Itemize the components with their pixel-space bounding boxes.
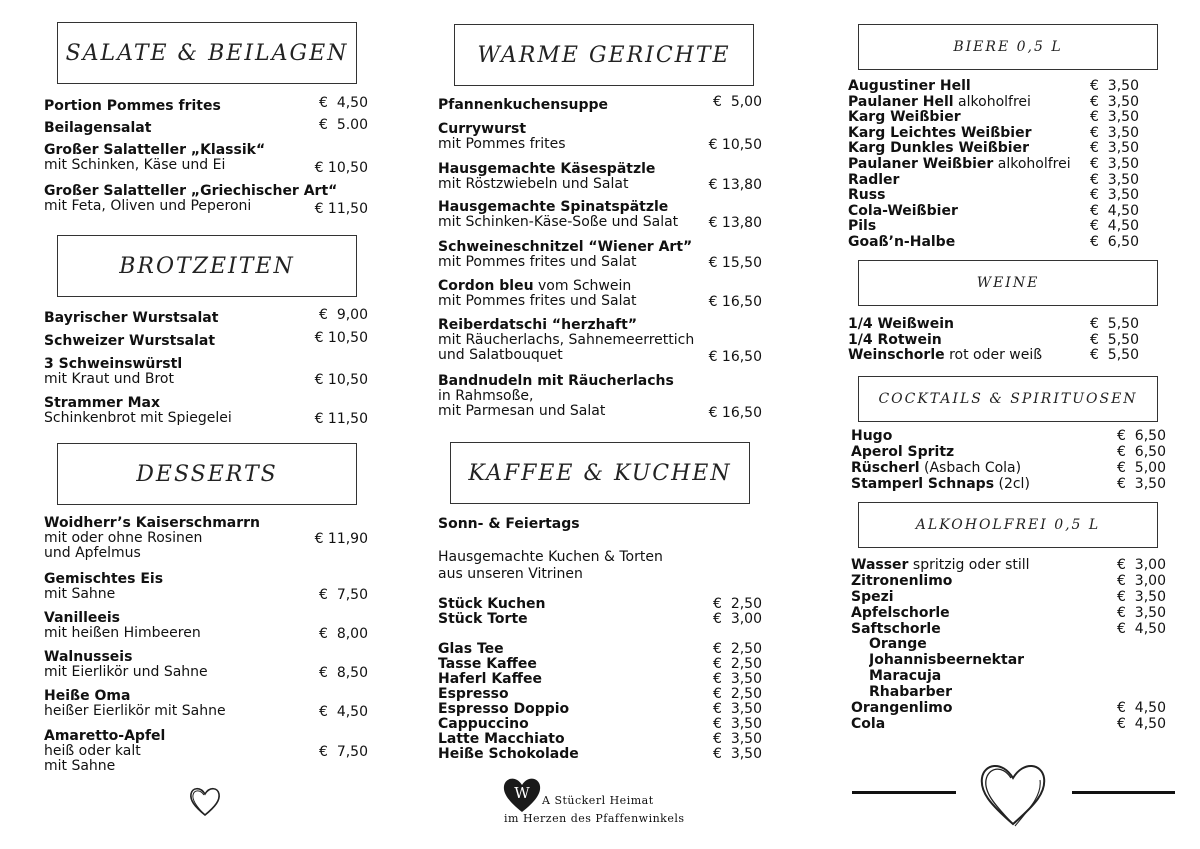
list-item	[848, 204, 1154, 220]
item-name: Johannisbeernektar	[869, 653, 1025, 669]
menu-item	[438, 200, 762, 230]
item-name: Pils	[848, 219, 877, 235]
item-description: heißer Eierlikör mit Sahne	[44, 703, 226, 719]
footer-logo	[502, 774, 542, 814]
section-header-warme	[454, 24, 754, 86]
item-label	[848, 95, 1090, 111]
item-price: € 3,50	[713, 671, 762, 687]
item-name: Strammer Max	[44, 395, 160, 411]
item-price: € 3,50	[1090, 140, 1139, 157]
item-price: € 4,50	[1090, 218, 1139, 235]
item-label	[869, 669, 1117, 685]
item-name: Cappuccino	[438, 717, 529, 732]
item-name: Wasser	[851, 558, 909, 573]
item-note: alkoholfrei	[953, 94, 1031, 110]
item-label	[851, 558, 1117, 574]
item-price: € 3,50	[713, 746, 762, 762]
item-price	[1117, 669, 1175, 685]
item-name: Spezi	[851, 589, 894, 605]
item-note: (Asbach Cola)	[919, 460, 1022, 476]
section-title: BIERE 0,5 L	[953, 39, 1063, 55]
list-item	[848, 141, 1154, 157]
item-price: € 4,50	[1090, 202, 1139, 219]
menu-item	[438, 318, 762, 363]
section-title: ALKOHOLFREI 0,5 L	[915, 517, 1101, 533]
item-label	[851, 429, 1117, 445]
item-name: Heiße Schokolade	[438, 747, 579, 762]
item-label	[848, 173, 1090, 189]
list-item	[438, 612, 762, 627]
item-price: € 11,50	[314, 411, 368, 427]
item-price: € 5,50	[1090, 331, 1139, 348]
item-name: Schweineschnitzel “Wiener Art”	[438, 239, 693, 255]
item-description: mit Sahne	[44, 586, 116, 602]
section-title: KAFFEE & KUCHEN	[468, 460, 732, 486]
item-name: Orangenlimo	[851, 701, 953, 717]
item-name: Stück Kuchen	[438, 597, 546, 612]
item-price: € 5.00	[319, 117, 368, 133]
item-name: Aperol Spritz	[851, 444, 955, 460]
weine-list	[848, 317, 1154, 364]
item-price: € 10,50	[314, 372, 368, 388]
item-label	[848, 141, 1090, 157]
list-item	[851, 590, 1175, 606]
item-name: Tasse Kaffee	[438, 657, 537, 672]
item-price: € 2,50	[713, 641, 762, 657]
menu-item	[44, 572, 368, 602]
item-price: € 8,50	[319, 665, 368, 681]
section-header-salate	[57, 22, 357, 84]
list-item	[848, 126, 1154, 142]
section-header-biere	[858, 24, 1158, 70]
menu-item	[438, 240, 762, 270]
item-label	[851, 701, 1117, 717]
item-price: € 16,50	[708, 405, 762, 421]
section-header-weine	[858, 260, 1158, 306]
item-price: € 3,50	[1090, 124, 1139, 141]
item-name-extra: vom Schwein	[533, 278, 632, 294]
item-price: € 5,50	[1090, 316, 1139, 332]
item-label	[848, 188, 1090, 204]
list-item	[851, 461, 1175, 477]
column-left	[44, 0, 368, 849]
list-item	[848, 95, 1154, 111]
item-label	[851, 606, 1117, 622]
item-label	[851, 717, 1117, 733]
item-description: Schinkenbrot mit Spiegelei	[44, 410, 232, 426]
section-header-kaffee	[450, 442, 750, 504]
item-name: Amaretto-Apfel	[44, 728, 166, 744]
item-price: € 6,50	[1117, 428, 1166, 444]
item-price: € 9,00	[319, 307, 368, 323]
item-note: alkoholfrei	[993, 156, 1071, 172]
item-price: € 3,50	[713, 716, 762, 732]
item-label	[851, 574, 1117, 590]
item-name: Heiße Oma	[44, 688, 131, 704]
list-item	[848, 173, 1154, 189]
item-name: Latte Macchiato	[438, 732, 565, 747]
item-name: Weinschorle	[848, 348, 945, 364]
list-item	[438, 747, 762, 762]
list-item	[848, 333, 1154, 349]
item-label	[848, 79, 1090, 95]
list-item	[848, 188, 1154, 204]
item-name: Schweizer Wurstsalat	[44, 333, 216, 349]
item-name: Hausgemachte Käsespätzle	[438, 161, 656, 177]
item-label	[438, 597, 704, 612]
list-item	[851, 429, 1175, 445]
item-name: Russ	[848, 188, 886, 204]
item-label	[848, 317, 1090, 333]
kuchen-list	[438, 597, 762, 627]
item-name: Currywurst	[438, 121, 527, 137]
list-item	[851, 717, 1175, 733]
item-price: € 3,50	[713, 701, 762, 717]
menu-item	[438, 279, 762, 309]
item-name: 1/4 Rotwein	[848, 332, 942, 348]
item-name: Orange	[869, 637, 927, 653]
item-name: Rüscherl	[851, 460, 920, 476]
item-description: mit Kraut und Brot	[44, 371, 174, 387]
menu-item	[44, 183, 368, 217]
item-name: Espresso	[438, 687, 509, 702]
item-label	[438, 657, 704, 672]
list-item	[851, 558, 1175, 574]
item-price: € 4,50	[319, 95, 368, 111]
item-label	[851, 622, 1117, 638]
item-label	[848, 235, 1090, 251]
item-label	[869, 685, 1117, 701]
item-description: mit Schinken, Käse und Ei	[44, 157, 226, 173]
item-label	[851, 590, 1117, 606]
item-description: mit Pommes frites und Salat	[438, 254, 637, 270]
menu-item	[44, 611, 368, 641]
item-name: Hugo	[851, 429, 893, 444]
item-price: € 5,00	[713, 94, 762, 110]
item-label	[848, 204, 1090, 220]
list-item	[848, 79, 1154, 95]
item-name: Rhabarber	[869, 685, 952, 701]
item-note: rot oder weiß	[944, 348, 1043, 364]
item-price: € 10,50	[708, 137, 762, 153]
item-name: Maracuja	[869, 669, 942, 685]
list-subitem	[851, 669, 1175, 685]
item-price: € 3,50	[1117, 475, 1166, 492]
menu-item	[44, 95, 368, 114]
item-name: Cola-Weißbier	[848, 203, 958, 219]
item-label	[869, 653, 1117, 669]
item-name: Zitronenlimo	[851, 573, 953, 589]
item-name: Bandnudeln mit Räucherlachs	[438, 373, 674, 389]
menu-item	[44, 689, 368, 719]
section-title: WEINE	[976, 275, 1040, 291]
list-item	[851, 606, 1175, 622]
item-label	[438, 747, 704, 762]
menu-item	[44, 729, 368, 774]
item-description: mit oder ohne Rosinen und Apfelmus	[44, 530, 203, 561]
item-price: € 5,00	[1117, 459, 1166, 476]
item-label	[851, 461, 1117, 477]
menu-item	[438, 122, 762, 152]
item-price	[1117, 653, 1175, 669]
menu-item	[438, 94, 762, 113]
item-name: Hausgemachte Spinatspätzle	[438, 199, 669, 215]
item-name: Walnusseis	[44, 649, 133, 665]
item-name: Portion Pommes frites	[44, 98, 221, 114]
heart-icon	[188, 784, 222, 818]
menu-item	[44, 650, 368, 680]
list-item	[438, 687, 762, 702]
section-title: BROTZEITEN	[119, 253, 295, 279]
list-item	[438, 717, 762, 732]
item-price: € 4,50	[1117, 700, 1166, 717]
item-price: € 2,50	[713, 656, 762, 672]
item-price	[1117, 637, 1175, 653]
item-description: mit Schinken-Käse-Soße und Salat	[438, 214, 679, 230]
item-description: in Rahmsoße, mit Parmesan und Salat	[438, 388, 606, 419]
item-name: Pfannenkuchensuppe	[438, 97, 609, 113]
item-label	[438, 732, 704, 747]
item-price: € 3,50	[1117, 588, 1166, 605]
item-price: € 7,50	[319, 587, 368, 603]
item-price: € 4,50	[1117, 620, 1166, 637]
list-item	[848, 317, 1154, 333]
list-item	[438, 642, 762, 657]
item-name: Reiberdatschi “herzhaft”	[438, 317, 638, 333]
item-name: Cola	[851, 716, 886, 732]
item-price: € 2,50	[713, 686, 762, 702]
list-subitem	[851, 685, 1175, 701]
list-item	[851, 574, 1175, 590]
list-item	[851, 477, 1175, 493]
item-price: € 3,50	[1090, 78, 1139, 94]
list-item	[438, 597, 762, 612]
divider-right	[1072, 791, 1175, 794]
column-right	[848, 0, 1175, 849]
item-price: € 10,50	[314, 160, 368, 176]
item-label	[848, 110, 1090, 126]
item-label	[869, 637, 1117, 653]
item-label	[848, 126, 1090, 142]
item-name: 1/4 Weißwein	[848, 317, 954, 332]
item-description: mit Pommes frites	[438, 136, 566, 152]
item-price: € 15,50	[708, 255, 762, 271]
item-name: Karg Dunkles Weißbier	[848, 141, 1029, 157]
item-name: Großer Salatteller „Klassik“	[44, 142, 266, 158]
section-title: SALATE & BEILAGEN	[65, 40, 349, 66]
section-header-cocktails	[858, 376, 1158, 422]
menu-item	[44, 142, 368, 176]
item-name: Großer Salatteller „Griechischer Art“	[44, 183, 338, 199]
list-item	[848, 157, 1154, 173]
item-label	[438, 672, 704, 687]
biere-list	[848, 79, 1154, 251]
item-price	[1117, 685, 1175, 701]
item-name: Apfelschorle	[851, 605, 950, 621]
section-header-desserts	[57, 443, 357, 505]
alkoholfrei-list	[851, 558, 1175, 733]
list-subitem	[851, 637, 1175, 653]
item-name: Bayrischer Wurstsalat	[44, 310, 219, 326]
item-price: € 4,50	[319, 704, 368, 720]
list-subitem	[851, 653, 1175, 669]
item-label	[851, 445, 1117, 461]
item-price: € 6,50	[1117, 443, 1166, 460]
item-name: Goaß’n-Halbe	[848, 234, 956, 250]
item-name: Beilagensalat	[44, 120, 152, 136]
footer-line-1: A Stückerl Heimat	[542, 794, 654, 807]
item-description: mit Eierlikör und Sahne	[44, 664, 208, 680]
item-label	[848, 157, 1090, 173]
menu-item	[438, 162, 762, 192]
logo-letter: W	[514, 784, 530, 802]
column-middle	[438, 0, 762, 849]
item-price: € 13,80	[708, 215, 762, 231]
menu-item	[44, 330, 368, 349]
item-price: € 11,50	[314, 201, 368, 217]
item-name: Haferl Kaffee	[438, 672, 542, 687]
item-name: Stück Torte	[438, 612, 528, 627]
item-name: Woidherr’s Kaiserschmarrn	[44, 515, 261, 531]
item-name: Stamperl Schnaps	[851, 476, 995, 492]
item-description: mit Feta, Oliven und Peperoni	[44, 198, 252, 214]
menu-item	[44, 307, 368, 326]
menu-item	[44, 117, 368, 136]
item-note: spritzig oder still	[908, 558, 1030, 573]
item-name: Cordon bleu vom Schwein	[438, 278, 632, 294]
item-price: € 3,50	[713, 731, 762, 747]
list-item	[438, 672, 762, 687]
item-description: mit Pommes frites und Salat	[438, 293, 637, 309]
item-label	[438, 687, 704, 702]
item-price: € 4,50	[1117, 715, 1166, 732]
item-label	[851, 477, 1117, 493]
item-price: € 6,50	[1090, 233, 1139, 250]
item-label	[848, 348, 1090, 364]
item-name: Paulaner Hell	[848, 94, 954, 110]
item-price: € 11,90	[314, 531, 368, 547]
divider-left	[852, 791, 956, 794]
item-price: € 3,50	[1090, 187, 1139, 204]
item-price: € 16,50	[708, 349, 762, 365]
section-header-brotzeiten	[57, 235, 357, 297]
item-name: Paulaner Weißbier	[848, 156, 994, 172]
item-price: € 3,00	[1117, 572, 1166, 589]
section-title: DESSERTS	[136, 461, 278, 487]
item-price: € 3,50	[1090, 155, 1139, 172]
list-item	[438, 657, 762, 672]
item-description: mit Räucherlachs, Sahnemeerrettich und Salatbouquet	[438, 332, 695, 363]
item-label	[848, 333, 1090, 349]
menu-item	[438, 374, 762, 419]
list-item	[851, 445, 1175, 461]
item-label	[438, 702, 704, 717]
item-price: € 13,80	[708, 177, 762, 193]
item-description: mit Röstzwiebeln und Salat	[438, 176, 629, 192]
item-name: Radler	[848, 172, 900, 188]
item-description: mit heißen Himbeeren	[44, 625, 201, 641]
list-item	[851, 701, 1175, 717]
item-label	[438, 642, 704, 657]
item-name: Glas Tee	[438, 642, 504, 657]
list-item	[851, 622, 1175, 638]
item-label	[438, 717, 704, 732]
item-name: 3 Schweinswürstl	[44, 356, 183, 372]
item-price: € 3,50	[1117, 604, 1166, 621]
kaffee-subtitle: Sonn- & Feiertags	[438, 516, 580, 532]
item-label	[848, 219, 1090, 235]
item-description: heiß oder kalt mit Sahne	[44, 743, 141, 774]
item-name: Vanilleeis	[44, 610, 121, 626]
item-price: € 8,00	[319, 626, 368, 642]
list-item	[438, 732, 762, 747]
list-item	[848, 110, 1154, 126]
section-title: COCKTAILS & SPIRITUOSEN	[878, 391, 1138, 407]
item-price: € 5,50	[1090, 347, 1139, 364]
item-price: € 10,50	[314, 330, 368, 346]
item-price: € 3,00	[1117, 557, 1166, 573]
list-item	[848, 219, 1154, 235]
section-header-alkoholfrei	[858, 502, 1158, 548]
item-name: Saftschorle	[851, 621, 941, 637]
item-price: € 3,00	[713, 611, 762, 627]
item-price: € 3,50	[1090, 171, 1139, 188]
item-price: € 3,50	[1090, 109, 1139, 126]
cocktails-list	[851, 429, 1175, 493]
item-price: € 16,50	[708, 294, 762, 310]
list-item	[848, 348, 1154, 364]
item-price: € 7,50	[319, 744, 368, 760]
item-price: € 3,50	[1090, 93, 1139, 110]
item-name: Espresso Doppio	[438, 702, 570, 717]
kaffee-intro: Hausgemachte Kuchen & Torten aus unseren Vitrinen	[438, 549, 663, 582]
item-name: Augustiner Hell	[848, 79, 971, 94]
heart-icon	[974, 752, 1052, 830]
list-item	[438, 702, 762, 717]
item-price: € 2,50	[713, 596, 762, 612]
menu-item	[44, 396, 368, 426]
item-note: (2cl)	[994, 476, 1030, 492]
hot-drinks-list	[438, 642, 762, 762]
item-name: Karg Weißbier	[848, 110, 961, 126]
section-title: WARME GERICHTE	[477, 42, 731, 68]
menu-item	[44, 516, 368, 561]
footer-line-2: im Herzen des Pfaffenwinkels	[504, 812, 685, 825]
item-name: Karg Leichtes Weißbier	[848, 125, 1032, 141]
item-label	[438, 612, 704, 627]
menu-item	[44, 357, 368, 387]
list-item	[848, 235, 1154, 251]
item-name: Gemischtes Eis	[44, 571, 164, 587]
